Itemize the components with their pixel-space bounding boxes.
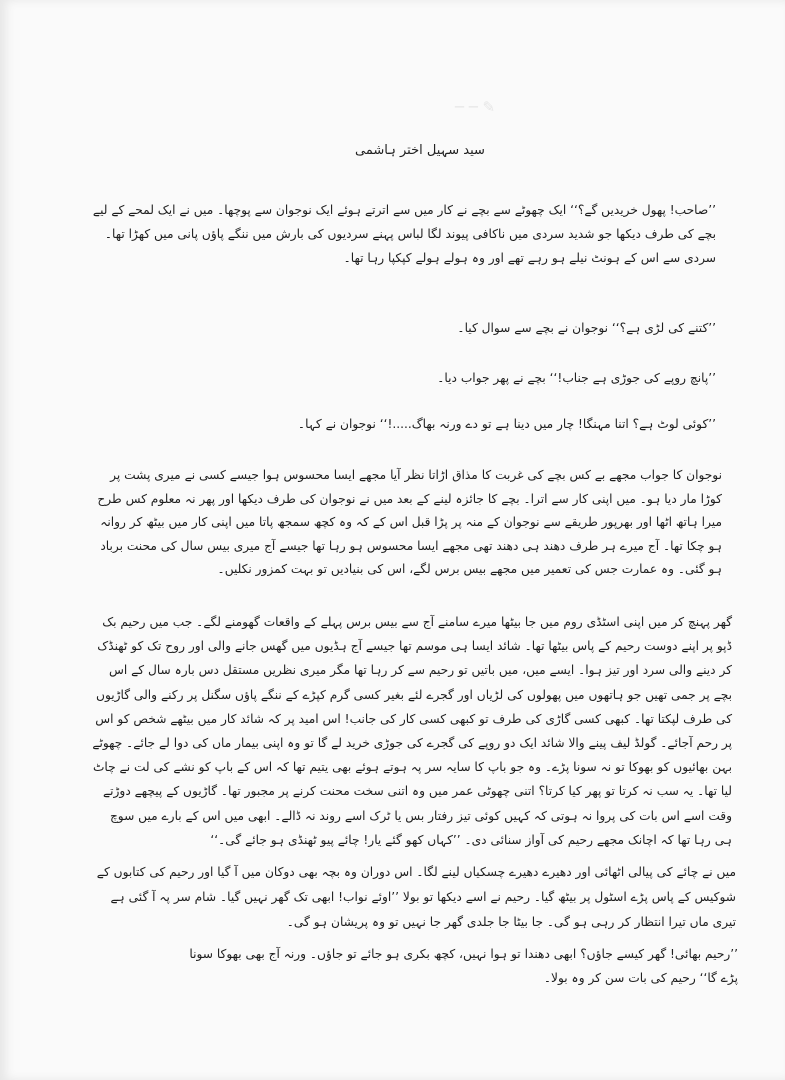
paragraph-3: ’’پانچ روپے کی جوڑی ہے جناب!‘‘ بچے نے پھر جواب دیا۔	[437, 371, 716, 385]
paragraph-6: گھر پہنچ کر میں اپنی اسٹڈی روم میں جا بیٹھا میرے سامنے آج سے بیس برس پہلے کے واقعات گھومنے لگے۔ جب میں رحیم بک ڈپو پر اپنے دوست رحیم کے پاس بیٹھا تھا۔ شائد ایسا ہی موسم تھا جیسے آج ہڈیوں میں گھس جانے والی اور روح تک کو ٹھنڈک کر دینے والی سرد اور تیز ہوا۔ ایسے میں، میں باتیں تو رحیم سے کر رہا تھا مگر میری نظریں مستقل دس بارہ سال کے اس بچے پر جمی تھیں جو ہاتھوں میں پھولوں کی لڑیاں اور گجرے لئے بغیر کسی گرم کپڑے کے ننگے پاؤں سگنل پر رکنے والی گاڑیوں کی طرف لپکتا تھا۔ کبھی کسی گاڑی کی طرف تو کبھی کسی کار کی جانب! اس امید پر کہ شائد کار میں بیٹھے شخص کو اس پر رحم آجائے۔ گولڈ لیف پینے والا شائد ایک دو روپے کی گجرے کی جوڑی خرید لے گا تو وہ اپنی بیمار ماں کی دوا لے جائے۔ چھوٹے بہن بھائیوں کو بھوکا تو نہ سونا پڑے۔ وہ جو باپ کا سایہ سر پہ ہوتے ہوئے بھی یتیم تھا کہ اس کے باپ کو نشے کی لت نے چاٹ لیا تھا۔ یہ سب نہ کرتا تو پھر کیا کرتا؟ اتنی چھوٹی عمر میں وہ اتنی سخت محنت کرنے پر مجبور تھا۔ گاڑیوں کے پیچھے دوڑتے وقت اسے اس بات کی پروا نہ ہوتی کہ کہیں کوئی تیز رفتار بس یا ٹرک اسے روند نہ ڈالے۔ ابھی میں اس کے بارے میں سوچ ہی رہا تھا کہ اچانک مجھے رحیم کی آواز سنائی دی۔ ’’کہاں کھو گئے یار! چائے پیو ٹھنڈی ہو جائے گی۔‘‘	[92, 615, 732, 847]
author-name: سید سہیل اختر ہاشمی	[355, 143, 485, 158]
paragraph-2: ’’کتنے کی لڑی ہے؟‘‘ نوجوان نے بچے سے سوال کیا۔	[457, 321, 716, 335]
paragraph-4: ’’کوئی لوٹ ہے؟ اتنا مہنگا! چار میں دینا ہے تو دے ورنہ بھاگ.....!‘‘ نوجوان نے کہا۔	[297, 417, 716, 431]
paragraph-7: میں نے چائے کی پیالی اٹھائی اور دھیرے دھیرے چسکیاں لینے لگا۔ اس دوران وہ بچہ بھی دوکان میں آ گیا اور رحیم کی کتابوں کے شوکیس کے پاس پڑے اسٹول پر بیٹھ گیا۔ رحیم نے اسے دیکھا تو بولا ’’اوئے نواب! ابھی تک گھر نہیں گیا۔ شام سر پہ آ گئی ہے تیری ماں تیرا انتظار کر رہی ہو گی۔ جا بیٹا جا جلدی گھر جا نہیں تو وہ پریشان ہو گی۔	[96, 865, 736, 929]
paragraph-5: نوجوان کا جواب مجھے بے کس بچے کی غربت کا مذاق اڑاتا نظر آیا مجھے ایسا محسوس ہوا جیسے کسی نے میری پشت پر کوڑا مار دیا ہو۔ میں اپنی کار سے اترا۔ بچے کا جائزہ لینے کے بعد میں نے نوجوان کی طرف دیکھا اور پھر نہ معلوم کس طرح میرا ہاتھ اٹھا اور بھرپور طریقے سے نوجوان کے منہ پر پڑا قبل اس کے کہ وہ کچھ سمجھ پاتا میں اپنی کار میں بیٹھ کر روانہ ہو چکا تھا۔ آج میرے ہر طرف دھند ہی دھند تھی مجھے ایسا محسوس ہو رہا تھا جیسے آج میری بیس سال کی محنت برباد ہو گئی۔ وہ عمارت جس کی تعمیر میں مجھے بیس برس لگے، اس کی بنیادیں تو بہت کمزور نکلیں۔	[97, 468, 722, 576]
faint-title-mark: ✎ ─ ─	[454, 98, 496, 116]
paragraph-1: ’’صاحب! پھول خریدیں گے؟‘‘ ایک چھوٹے سے بچے نے کار میں سے اترتے ہوئے ایک نوجوان سے پوچھا۔ میں نے ایک لمحے کے لیے بچے کی طرف دیکھا جو شدید سردی میں ناکافی پیوند لگا لباس پہنے سردیوں کی بارش میں ننگے پاؤں پانی میں کھڑا تھا۔ سردی سے اس کے ہونٹ نیلے ہو رہے تھے اور وہ ہولے ہولے کپکپا رہا تھا۔	[92, 203, 716, 265]
paragraph-8: ’’رحیم بھائی! گھر کیسے جاؤں؟ ابھی دھندا تو ہوا نہیں، کچھ بکری ہو جائے تو جاؤں۔ ورنہ آج بھی بھوکا سونا پڑے گا‘‘ رحیم کی بات سن کر وہ بولا۔	[189, 947, 738, 985]
